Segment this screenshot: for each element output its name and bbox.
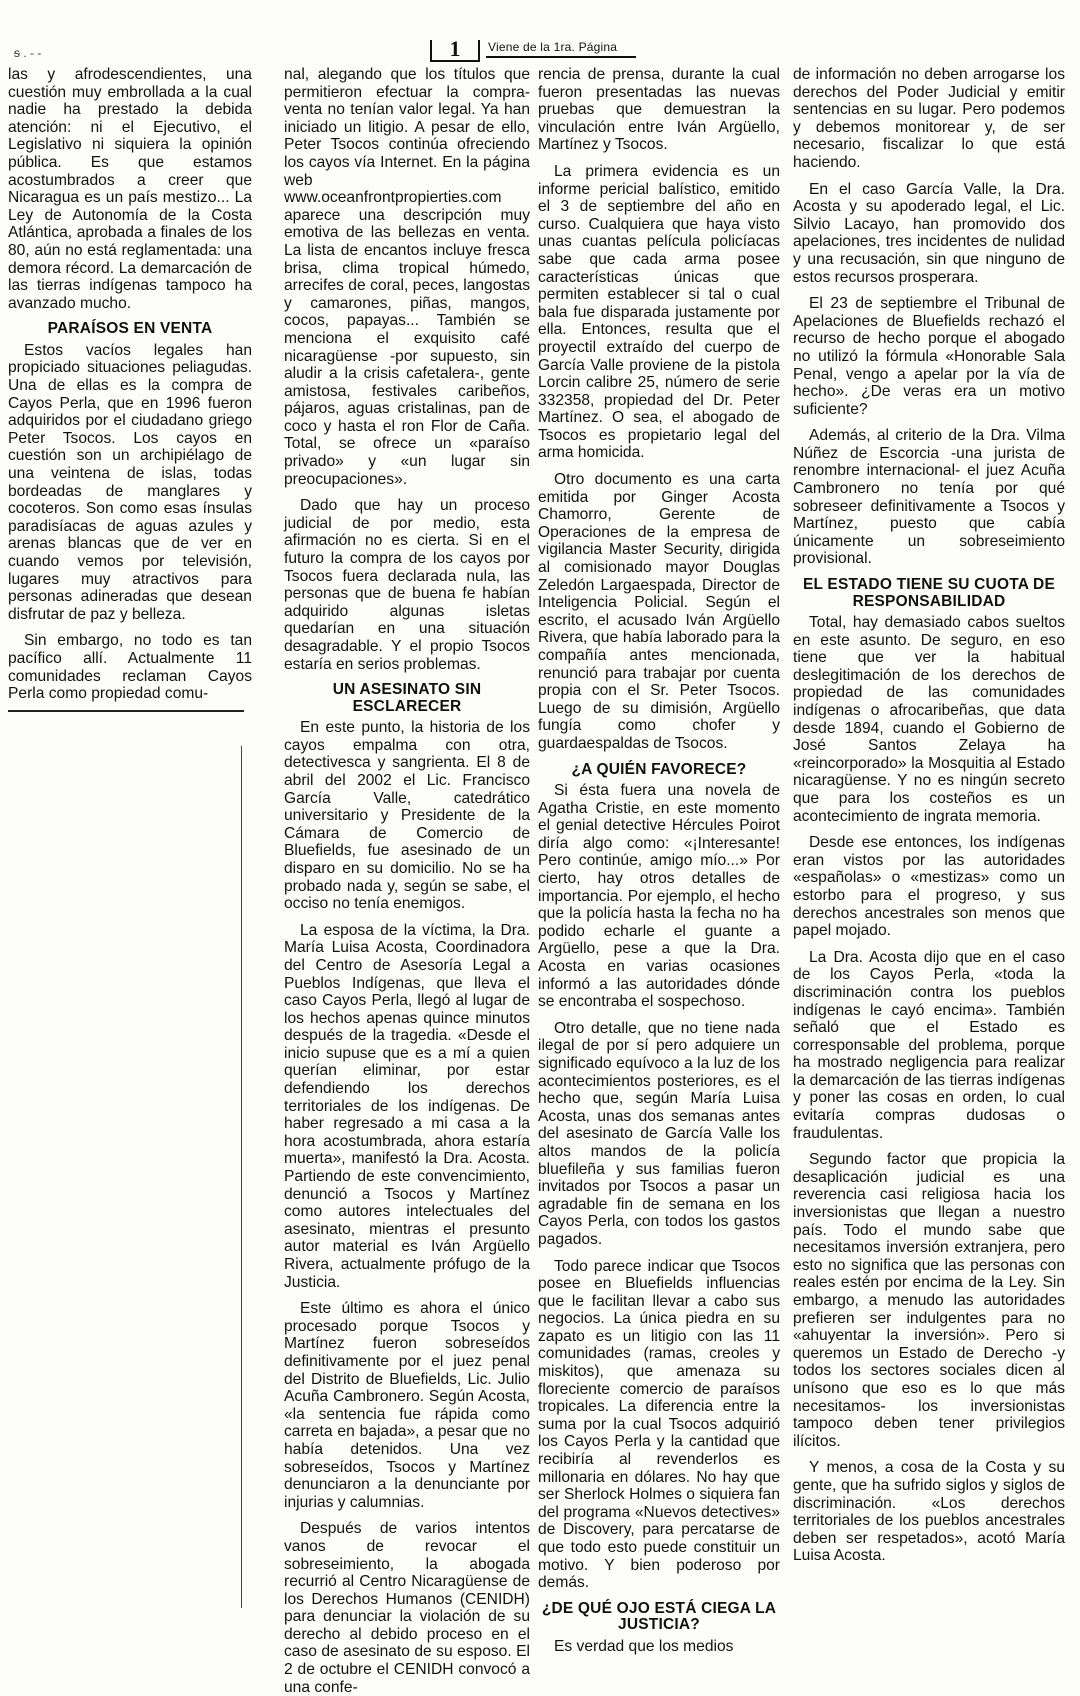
paragraph: El 23 de septiembre el Tribunal de Apelaciones de Bluefields rechazó el recurso de hecho porque el abogado no utilizó la fórmula «Honorable Sala Penal, vengo a apelar por la vía de hecho». ¿De veras era un motivo suficiente? <box>793 295 1065 418</box>
paragraph: La esposa de la víctima, la Dra. María Luisa Acosta, Coordinadora del Centro de Asesoría Legal a Pueblos Indígenas, que lleva el caso Cayos Perla, llegó al lugar de los hechos apenas quince minutos después de la tragedia. «Desde el inicio supuse que es a mí a quien querían eliminar, por estar defendiendo los derechos territoriales de los indígenas. De haber regresado a mi casa a la hora acostumbrada, ahora estaría muerta», manifestó la Dra. Acosta. Partiendo de este convencimiento, denunció a Tsocos y Martínez como autores intelectuales del asesinato, mientras el presunto autor material es Iván Argüello Rivera, actualmente prófugo de la Justicia. <box>284 921 530 1291</box>
paragraph: de información no deben arrogarse los derechos del Poder Judicial y emitir sentencias en su lugar. Pero podemos y debemos monitorear y, de ser necesario, fiscalizar lo que está haciendo. <box>793 66 1065 171</box>
paragraph: Dado que hay un proceso judicial de por medio, esta afirmación no es cierta. Si en el futuro la compra de los cayos por Tsocos fuera declarada nula, las personas que de buena fe habían adquirido algunas isletas quedarían en una situación desagradable. Y el propio Tsocos estaría en serios problemas. <box>284 497 530 673</box>
paragraph: Segundo factor que propicia la desaplicación judicial es una reverencia casi religiosa hacia los inversionistas que llegan a nuestro país. Todo el mundo sabe que necesitamos inversión extranjera, pero esto no significa que las personas con reales estén por encima de la Ley. Sin embargo, a menudo las autoridades prefieren ser indulgentes para no «ahuyentar la inversión». Pero si queremos un Estado de Derecho -y todos los sectores sociales dicen al unísono que eso es lo que más necesitamos- los inversionistas tampoco deben tener privilegios ilícitos. <box>793 1151 1065 1450</box>
paragraph: Otro detalle, que no tiene nada ilegal de por sí pero adquiere un significado equívoco a la luz de los acontecimientos posteriores, es el hecho que, según María Luisa Acosta, unas dos semanas antes del asesinato de García Valle los altos mandos de la policía bluefileña y sus familias fueron invitados por Tsocos a pasar un agradable fin de semana en los Cayos Perla, con todos los gastos pagados. <box>538 1019 780 1248</box>
paragraph: Y menos, a cosa de la Costa y su gente, que ha sufrido siglos y siglos de discriminación. «Los derechos territoriales de los pueblos ancestrales deben ser respetados», acotó María Luisa Acosta. <box>793 1459 1065 1565</box>
paragraph: Sin embargo, no todo es tan pacífico allí. Actualmente 11 comunidades reclaman Cayos Perla como propiedad comu- <box>8 632 252 703</box>
paragraph: Es verdad que los medios <box>554 1637 734 1655</box>
paragraph: La primera evidencia es un informe pericial balístico, emitido el 3 de septiembre del año en curso. Cualquiera que haya visto unas cuantas película policíacas sabe que cada arma posee características únicas que permiten establecer si tal o cual bala fue disparada justamente por ella. Entonces, resulta que el proyectil extraído del cuerpo de García Valle proviene de la pistola Lorcin calibre 25, número de serie 332358, propiedad del Dr. Peter Martínez. O sea, el abogado de Tsocos es propietario legal del arma homicida. <box>538 162 780 462</box>
paragraph: Después de varios intentos vanos de revocar el sobreseimiento, la abogada recurrió al Centro Nicaragüense de los Derechos Humanos (CENIDH) para denunciar la violación de su derecho al debido proceso en el caso de asesinato de su esposo. El 2 de octubre el CENIDH convocó a una confe- <box>284 1520 530 1696</box>
blank-space <box>8 716 244 1611</box>
section-heading: PARAÍSOS EN VENTA <box>47 320 213 338</box>
paragraph: En el caso García Valle, la Dra. Acosta y su apoderado legal, el Lic. Silvio Lacayo, han promovido dos apelaciones, tres incidentes de nulidad y una recusación, sin que ninguno de estos recursos prosperara. <box>793 180 1065 286</box>
paragraph: las y afrodescendientes, una cuestión muy embrollada a la cual nadie ha prestado la debida atención: ni el Ejecutivo, el Legislativo ni siquiera la opinión pública. Es que estamos acostumbrados a creer que Nicaragua es un país mestizo... La Ley de Autonomía de la Costa Atlántica, aprobada a finales de los 80, aún no está reglamentada: una demora récord. La demarcación de las tierras indígenas tampoco ha avanzado mucho. <box>8 66 252 312</box>
column-divider <box>241 746 242 1608</box>
column-4 <box>793 66 1065 1611</box>
column-2 <box>284 66 530 1696</box>
paragraph: Otro documento es una carta emitida por Ginger Acosta Chamorro, Gerente de Operaciones de la empresa de vigilancia Master Security, dirigida al comisionado mayor Douglas Zeledón Largaespada, Director de Inteligencia Policial. Según el escrito, el acusado Iván Argüello Rivera, que había laborado para la compañía antes mencionada, renunció para trabajar por cuenta propia con el Sr. Peter Tsocos. Luego de su dimisión, Argüello fungía como chofer y guardaespaldas de Tsocos. <box>538 471 780 752</box>
section-heading: ¿DE QUÉ OJO ESTÁ CIEGA LA JUSTICIA? <box>541 1599 777 1634</box>
jump-line: Viene de la 1ra. Página <box>488 40 618 54</box>
paragraph: Además, al criterio de la Dra. Vilma Núñez de Escorcia -una jurista de renombre internacional- el juez Acuña Cambronero no tenía por qué sobreseer definitivamente a Tsocos y Martínez, puesto que cabía únicamente un sobreseimiento provisional. <box>793 427 1065 568</box>
paragraph: nal, alegando que los títulos que permitieron efectuar la compra-venta no tenían valor legal. Ya han iniciado un litigio. A pesar de ello, Peter Tsocos continúa ofreciendo los cayos vía Internet. En la página web www.oceanfrontpropierties.com aparece una descripción muy emotiva de las bellezas en venta. La lista de encantos incluye fresca brisa, clima tropical húmedo, arrecifes de coral, peces, langostas y camarones, piñas, mangos, cocos, papayas... También se menciona el exquisito café nicaragüense -por supuesto, sin aludir a la crisis cafetalera-, gente amistosa, festivales caribeños, pájaros, aguas cristalinas, pan de coco y hasta el ron Flor de Caña. Total, se ofrece un «paraíso privado» y «un lugar sin preocupaciones». <box>284 66 530 488</box>
paragraph: Estos vacíos legales han propiciado situaciones peliagudas. Una de ellas es la compra de Cayos Perla, que en 1996 fueron adquiridos por el ciudadano griego Peter Tsocos. Los cayos en cuestión son un archipiélago de una veintena de islas, todas bordeadas de manglares y cocoteros. Son como esas ínsulas paradisíacas de aguas azules y arenas blancas que de ver en cuando vemos por televisión, lugares muy atractivos para personas adineradas que desean disfrutar de paz y belleza. <box>8 341 252 623</box>
page-number-box: 1 <box>430 40 480 62</box>
column-rule <box>8 710 244 712</box>
section-heading: UN ASESINATO SIN ESCLARECER <box>332 681 482 715</box>
page-header <box>430 36 640 62</box>
scan-marks: ᵴ . - - <box>14 46 42 60</box>
paragraph: rencia de prensa, durante la cual fueron presentadas las nuevas pruebas que demuestran la vinculación entre Iván Argüello, Martínez y Tsocos. <box>538 66 780 154</box>
column-3 <box>538 66 780 1655</box>
section-heading: ¿A QUIÉN FAVORECE? <box>571 760 747 778</box>
paragraph: Este último es ahora el único procesado porque Tsocos y Martínez fueron sobreseídos definitivamente por el juez penal del Distrito de Bluefields, Lic. Julio Acuña Cambronero. Según Acosta, «la sentencia fue rápida como carreta en bajada», a pesar que no había detenidos. Una vez sobreseídos, Tsocos y Martínez denunciaron a la denunciante por injurias y calumnias. <box>284 1300 530 1511</box>
paragraph: En este punto, la historia de los cayos empalma con otra, detectivesca y sangrienta. El 8 de abril del 2002 el Lic. Francisco García Valle, catedrático universitario y Presidente de la Cámara de Comercio de Bluefields, fue asesinado de un disparo en su domicilio. No se ha probado nada y, según se sabe, el occiso no tenía enemigos. <box>284 719 530 913</box>
paragraph: Desde ese entonces, los indígenas eran vistos por las autoridades «españolas» o «mestizas» como un estorbo para el progreso, y sus derechos ancestrales son menos que papel mojado. <box>793 834 1065 940</box>
section-heading: EL ESTADO TIENE SU CUOTA DE RESPONSABILIDAD <box>803 576 1055 610</box>
paragraph: Total, hay demasiado cabos sueltos en este asunto. De seguro, en eso tiene que ver la habitual deslegitimación de los derechos de propiedad de las comunidades indígenas o afrocaribeñas, que data desde 1894, cuando el Gobierno de José Santos Zelaya ha «reincorporado» la Mosquitia al Estado nicaragüense. Y no es ningún secreto que para los costeños es un acontecimiento de ingrata memoria. <box>793 614 1065 825</box>
paragraph: La Dra. Acosta dijo que en el caso de los Cayos Perla, «toda la discriminación contra los pueblos indígenas le cayó encima». También señaló que el Estado es corresponsable del problema, porque ha mostrado negligencia para realizar la demarcación de las tierras indígenas y poner las cosas en orden, lo cual evitaría compras dudosas o fraudulentas. <box>793 948 1065 1142</box>
paragraph: Si ésta fuera una novela de Agatha Cristie, en este momento el genial detective Hércules Poirot diría algo como: «¡Interesante! Pero continúe, amigo mío...» Por cierto, hay otros detalles de importancia. Por ejemplo, el hecho que la policía hasta la fecha no ha podido echarle el guante a Argüello, pese a que la Dra. Acosta en varias ocasiones informó a las autoridades dónde se encontraba el sospechoso. <box>538 782 780 1011</box>
header-rule <box>486 56 636 58</box>
paragraph: Todo parece indicar que Tsocos posee en Bluefields influencias que le facilitan llevar a cabo sus negocios. La única piedra en su zapato es un litigio con las 11 comunidades (ramas, creoles y miskitos), que amenaza su floreciente comercio de paraísos tropicales. La diferencia entre la suma por la cual Tsocos adquirió los Cayos Perla y la cantidad que recibiría al revenderlos es millonaria en dólares. No hay que ser Sherlock Holmes o siquiera fan del programa «Nuevos detectives» de Discovery, para percatarse de que todo esto puede constituir un motivo. Y bien poderoso por demás. <box>538 1257 780 1592</box>
